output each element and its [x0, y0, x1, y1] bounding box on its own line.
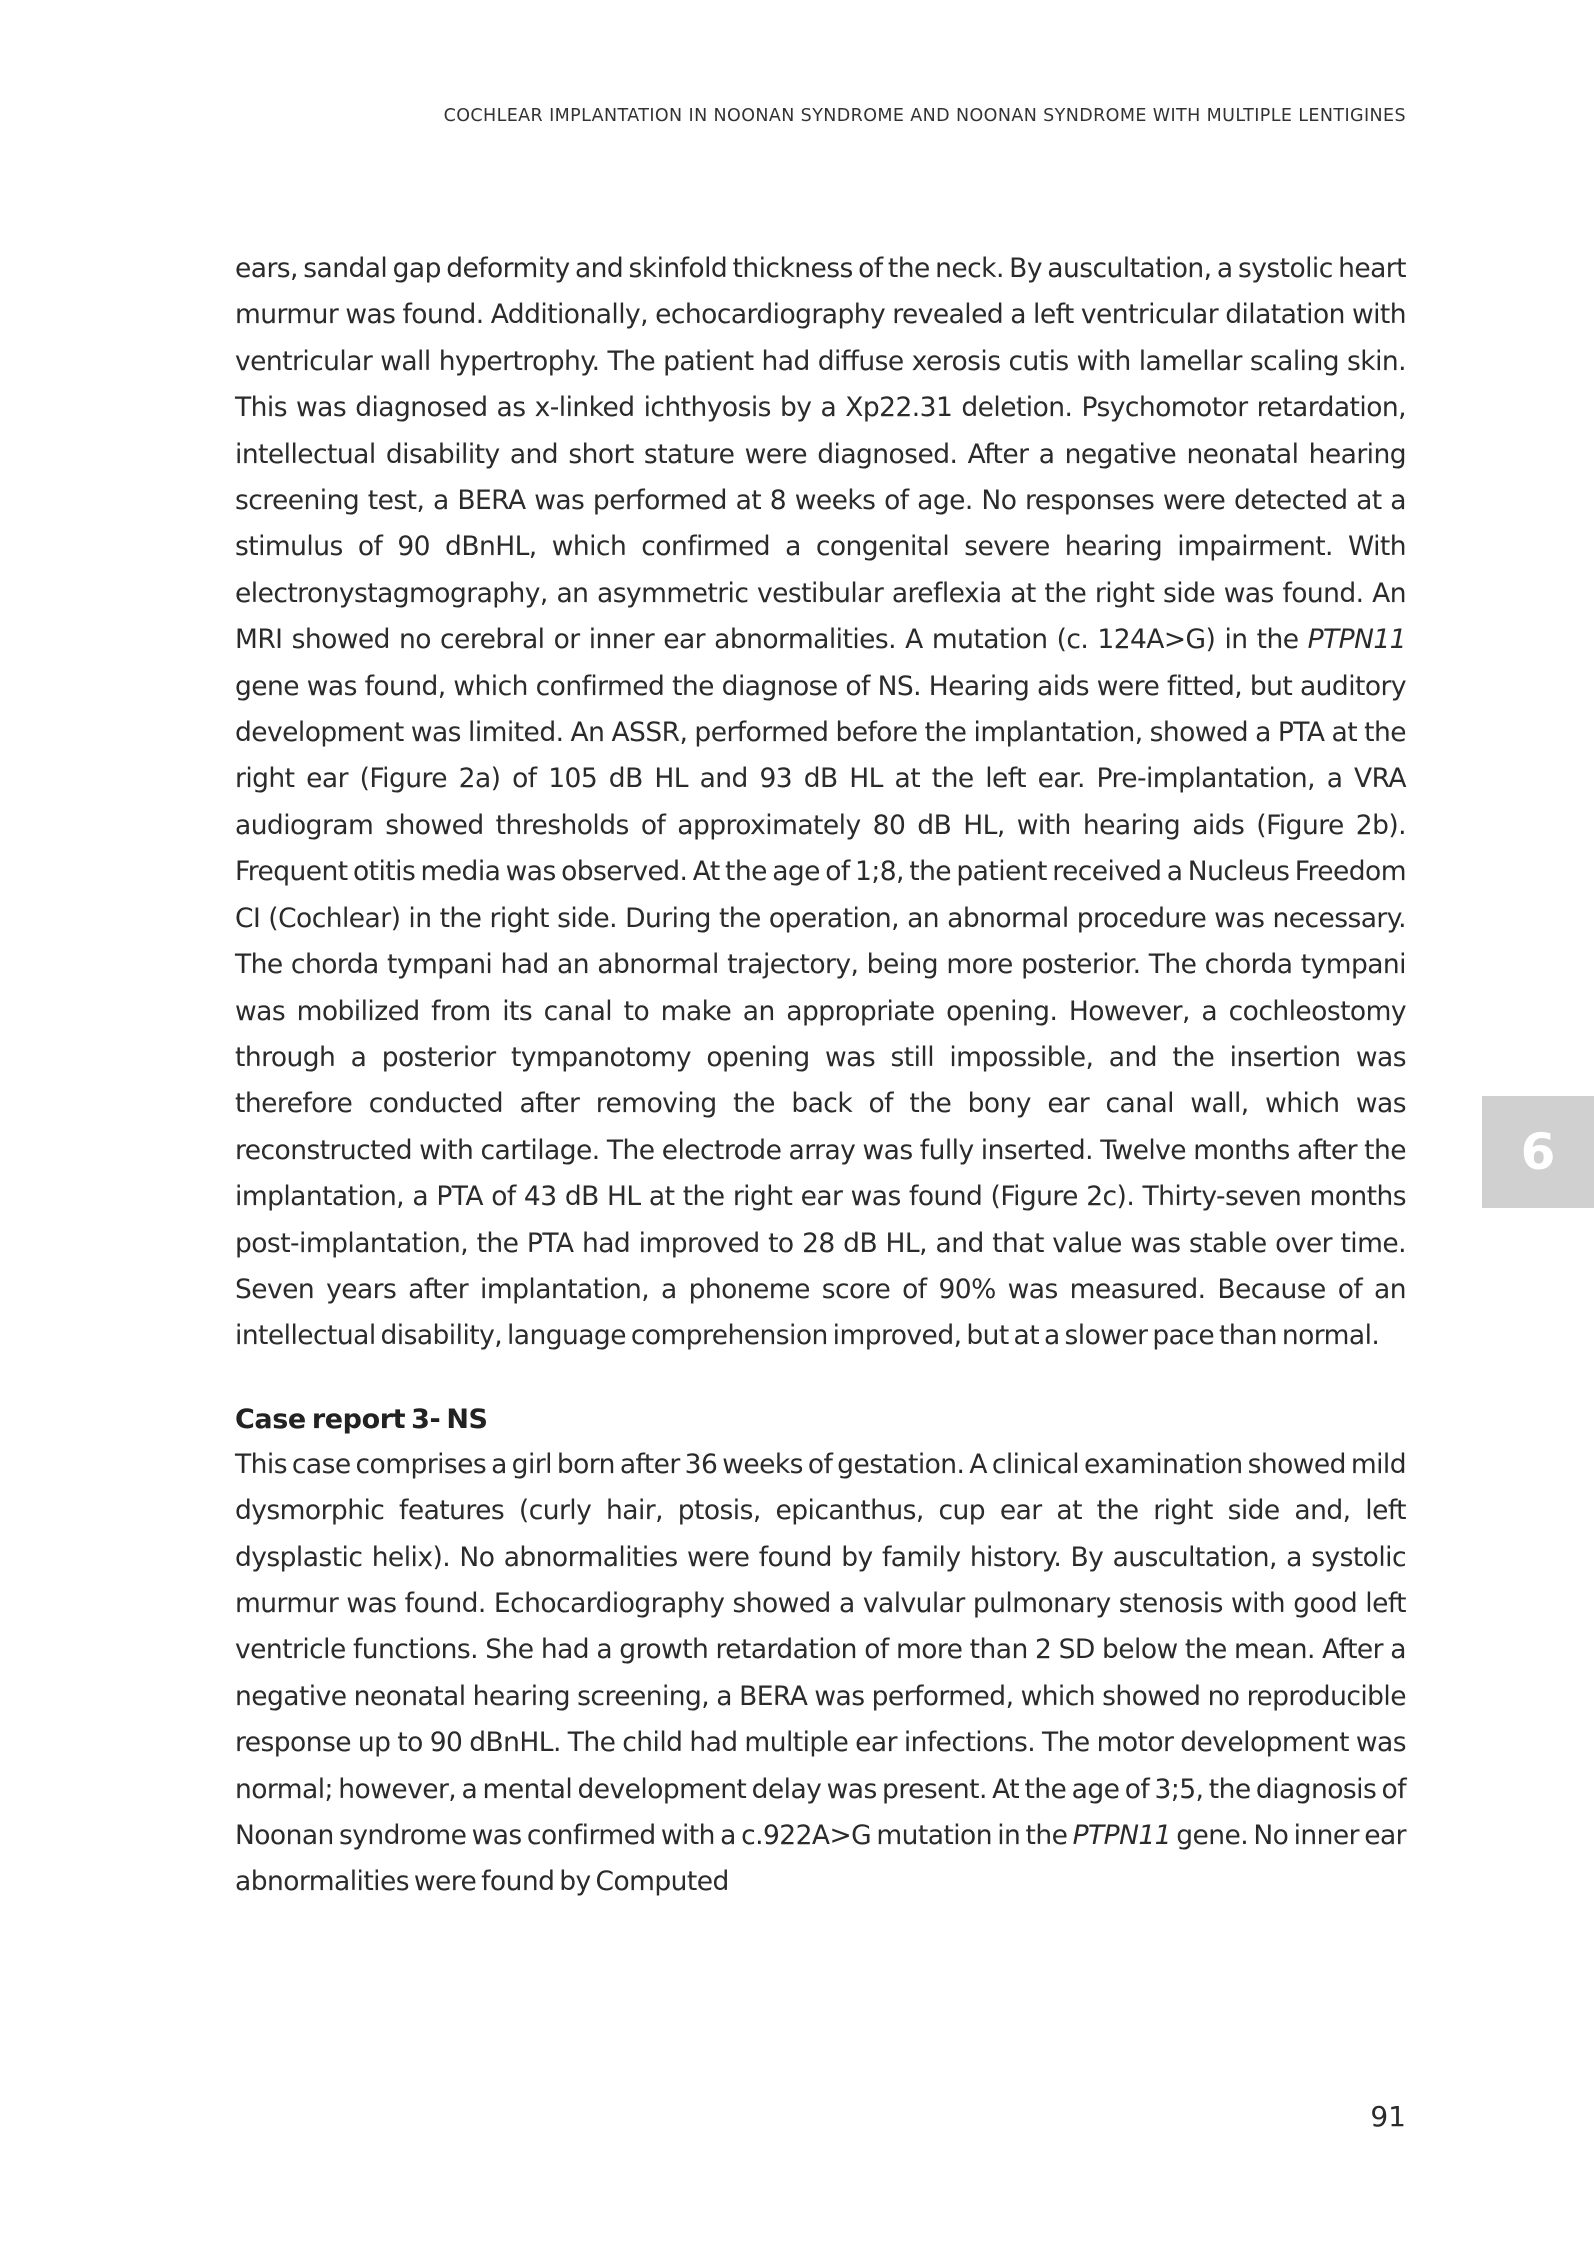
article-body [235, 246, 1406, 1906]
paragraph-text: gene was found, which confirmed the diagnose of NS. Hearing aids were fitted, but auditory development was limited. An ASSR, performed before the implantation, showed a PTA at the right ear (Figure 2a) of 105 dB HL and 93 dB HL at the left ear. Pre-implantation, a VRA audiogram showed thresholds of approximately 80 dB HL, with hearing aids (Figure 2b). Frequent otitis media was observed. At the age of 1;8, the patient received a Nucleus Freedom CI (Cochlear) in the right side. During the operation, an abnormal procedure was necessary. The chorda tympani had an abnormal trajectory, being more posterior. The chorda tympani was mobilized from its canal to make an appropriate opening. However, a cochleostomy through a posterior tympanotomy opening was still impossible, and the insertion was therefore conducted after removing the back of the bony ear canal wall, which was reconstructed with cartilage. The electrode array was fully inserted. Twelve months after the implantation, a PTA of 43 dB HL at the right ear was found (Figure 2c). Thirty-seven months post-implantation, the PTA had improved to 28 dB HL, and that value was stable over time. Seven years after implantation, a phoneme score of 90% was measured. Because of an intellectual disability, language comprehension improved, but at a slower pace than normal. [235, 670, 1406, 1352]
case-2-paragraph [235, 246, 1406, 1360]
gene-name: PTPN11 [1072, 1820, 1171, 1851]
page-number: 91 [1370, 2100, 1406, 2133]
paragraph-text: gene. No inner ear abnormalities were found by Computed [235, 1820, 1407, 1898]
paragraph-text: ears, sandal gap deformity and skinfold thickness of the neck. By auscultation, a systolic heart murmur was found. Additionally, echocardiography revealed a left ventricular dilatation with ventricular wall hypertrophy. The patient had diffuse xerosis cutis with lamellar scaling skin. This was diagnosed as x-linked ichthyosis by a Xp22.31 deletion. Psychomotor retardation, intellectual disability and short stature were diagnosed. After a negative neonatal hearing screening test, a BERA was performed at 8 weeks of age. No responses were detected at a stimulus of 90 dBnHL, which confirmed a congenital severe hearing impairment. With electronystagmography, an asymmetric vestibular areflexia at the right side was found. An MRI showed no cerebral or inner ear abnormalities. A mutation (c. 124A>G) in the [235, 253, 1406, 656]
gene-name: PTPN11 [1307, 624, 1406, 656]
case-3-paragraph [235, 1442, 1406, 1906]
chapter-tab [1482, 1096, 1594, 1208]
section-heading: Case report 3- NS [235, 1403, 488, 1435]
paragraph-text: This case comprises a girl born after 36 weeks of gestation. A clinical examination showed mild dysmorphic features (curly hair, ptosis, epicanthus, cup ear at the right side and, left dysplastic helix). No abnormalities were found by family history. By auscultation, a systolic murmur was found. Echocardiography showed a valvular pulmonary stenosis with good left ventricle functions. She had a growth retardation of more than 2 SD below the mean. After a negative neonatal hearing screening, a BERA was performed, which showed no reproducible response up to 90 dBnHL. The child had multiple ear infections. The motor development was normal; however, a mental development delay was present. At the age of 3;5, the diagnosis of Noonan syndrome was confirmed with a c.922A>G mutation in the [235, 1448, 1406, 1851]
running-header: COCHLEAR IMPLANTATION IN NOONAN SYNDROME AND NOONAN SYNDROME WITH MULTIPLE LENTIGINES [443, 106, 1406, 126]
chapter-number: 6 [1520, 1123, 1556, 1181]
